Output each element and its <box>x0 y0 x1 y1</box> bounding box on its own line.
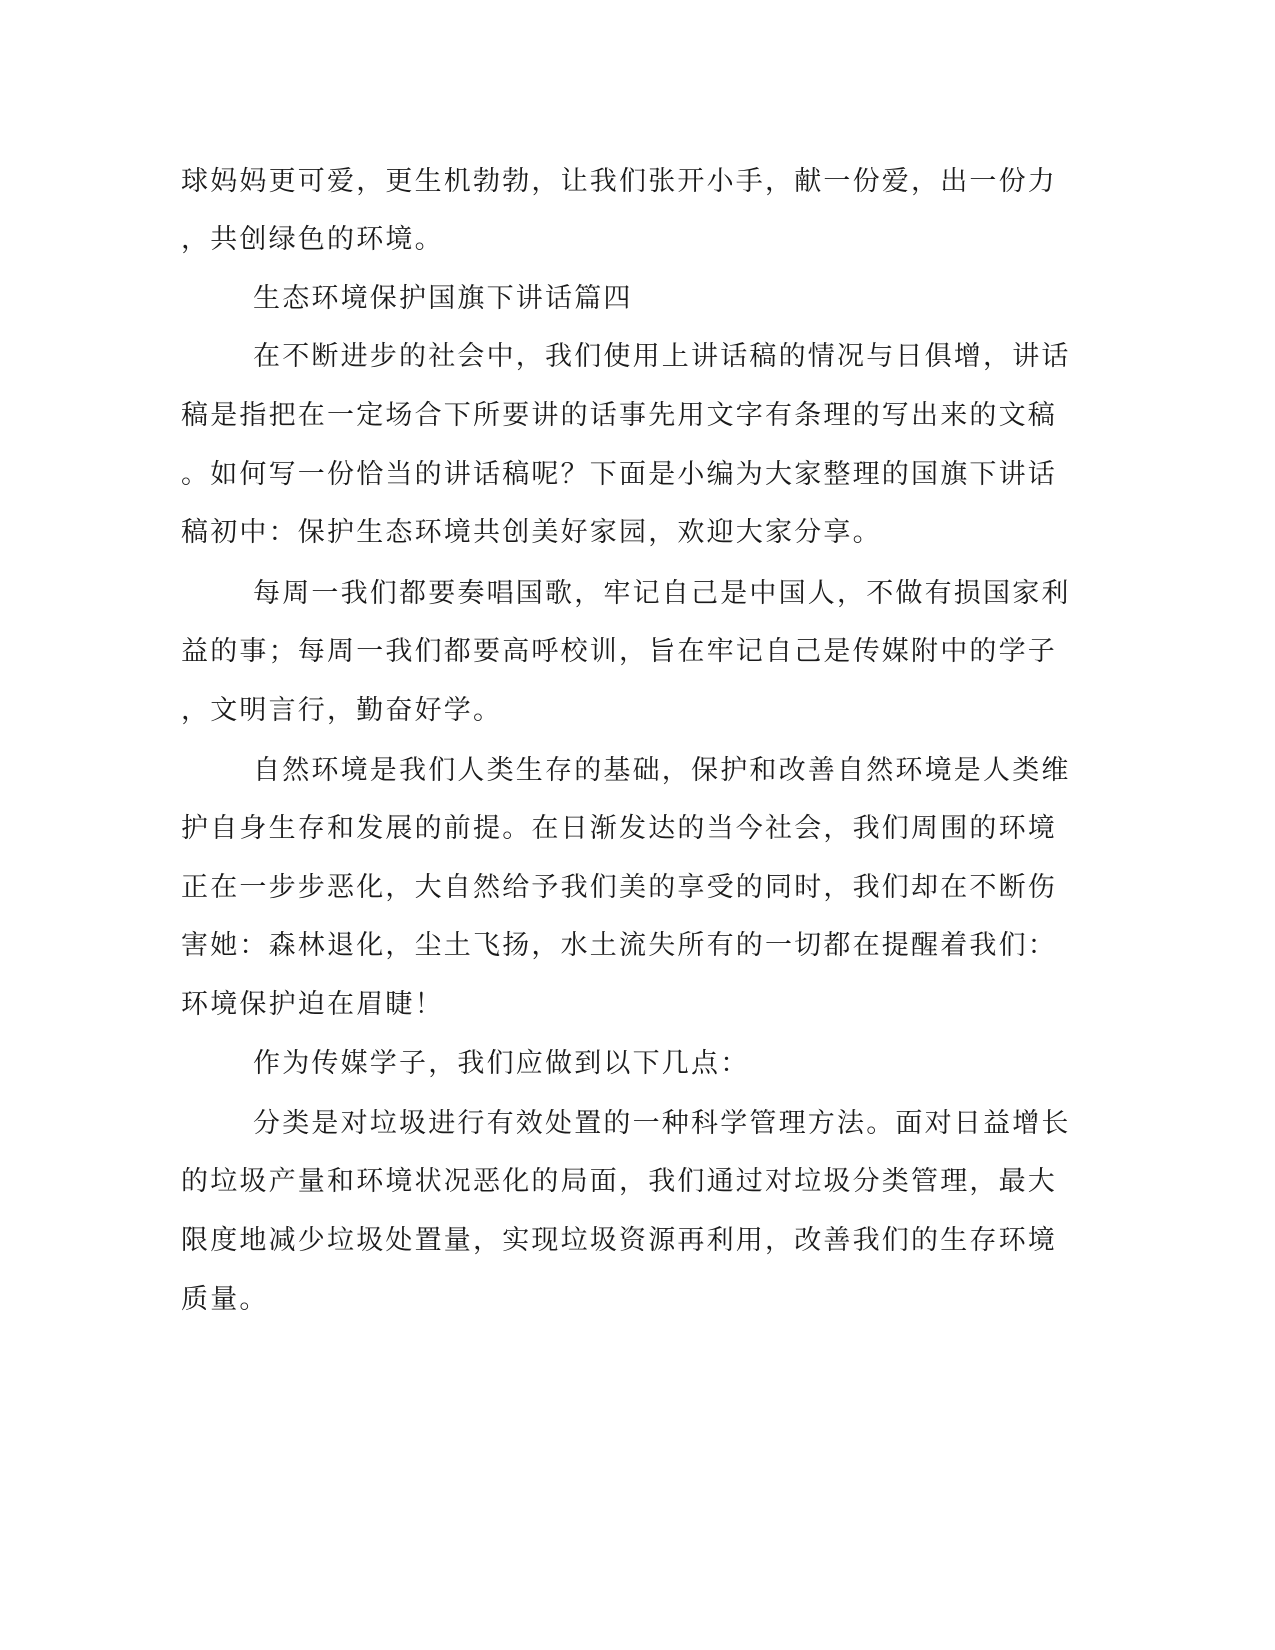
paragraph-line: 自然环境是我们人类生存的基础，保护和改善自然环境是人类维 <box>253 755 1071 786</box>
paragraph-line: 限度地减少垃圾处置量，实现垃圾资源再利用，改善我们的生存环境 <box>181 1225 1057 1256</box>
paragraph-line: 护自身生存和发展的前提。在日渐发达的当今社会，我们周围的环境 <box>181 813 1057 844</box>
paragraph-line: ，共创绿色的环境。 <box>181 224 444 255</box>
paragraph-line: 每周一我们都要奏唱国歌，牢记自己是中国人，不做有损国家利 <box>253 578 1071 609</box>
paragraph-line: 害她：森林退化，尘土飞扬，水土流失所有的一切都在提醒着我们： <box>181 930 1057 961</box>
paragraph-line: 球妈妈更可爱，更生机勃勃，让我们张开小手，献一份爱，出一份力 <box>181 166 1057 197</box>
section-heading: 生态环境保护国旗下讲话篇四 <box>253 283 633 314</box>
paragraph-line: 环境保护迫在眉睫！ <box>181 989 444 1020</box>
paragraph-line: 益的事；每周一我们都要高呼校训，旨在牢记自己是传媒附中的学子 <box>181 636 1057 667</box>
paragraph-line: 正在一步步恶化，大自然给予我们美的享受的同时，我们却在不断伤 <box>181 872 1057 903</box>
paragraph-line: 的垃圾产量和环境状况恶化的局面，我们通过对垃圾分类管理，最大 <box>181 1166 1057 1197</box>
paragraph-line: 。如何写一份恰当的讲话稿呢？下面是小编为大家整理的国旗下讲话 <box>181 459 1057 490</box>
paragraph-line: 稿初中：保护生态环境共创美好家园，欢迎大家分享。 <box>181 517 882 548</box>
paragraph-line: 稿是指把在一定场合下所要讲的话事先用文字有条理的写出来的文稿 <box>181 400 1057 431</box>
paragraph-line: 作为传媒学子，我们应做到以下几点： <box>253 1048 750 1079</box>
paragraph-line: 分类是对垃圾进行有效处置的一种科学管理方法。面对日益增长 <box>253 1108 1071 1139</box>
paragraph-line: 质量。 <box>181 1284 269 1315</box>
paragraph-line: ，文明言行，勤奋好学。 <box>181 695 503 726</box>
paragraph-line: 在不断进步的社会中，我们使用上讲话稿的情况与日俱增，讲话 <box>253 341 1071 372</box>
